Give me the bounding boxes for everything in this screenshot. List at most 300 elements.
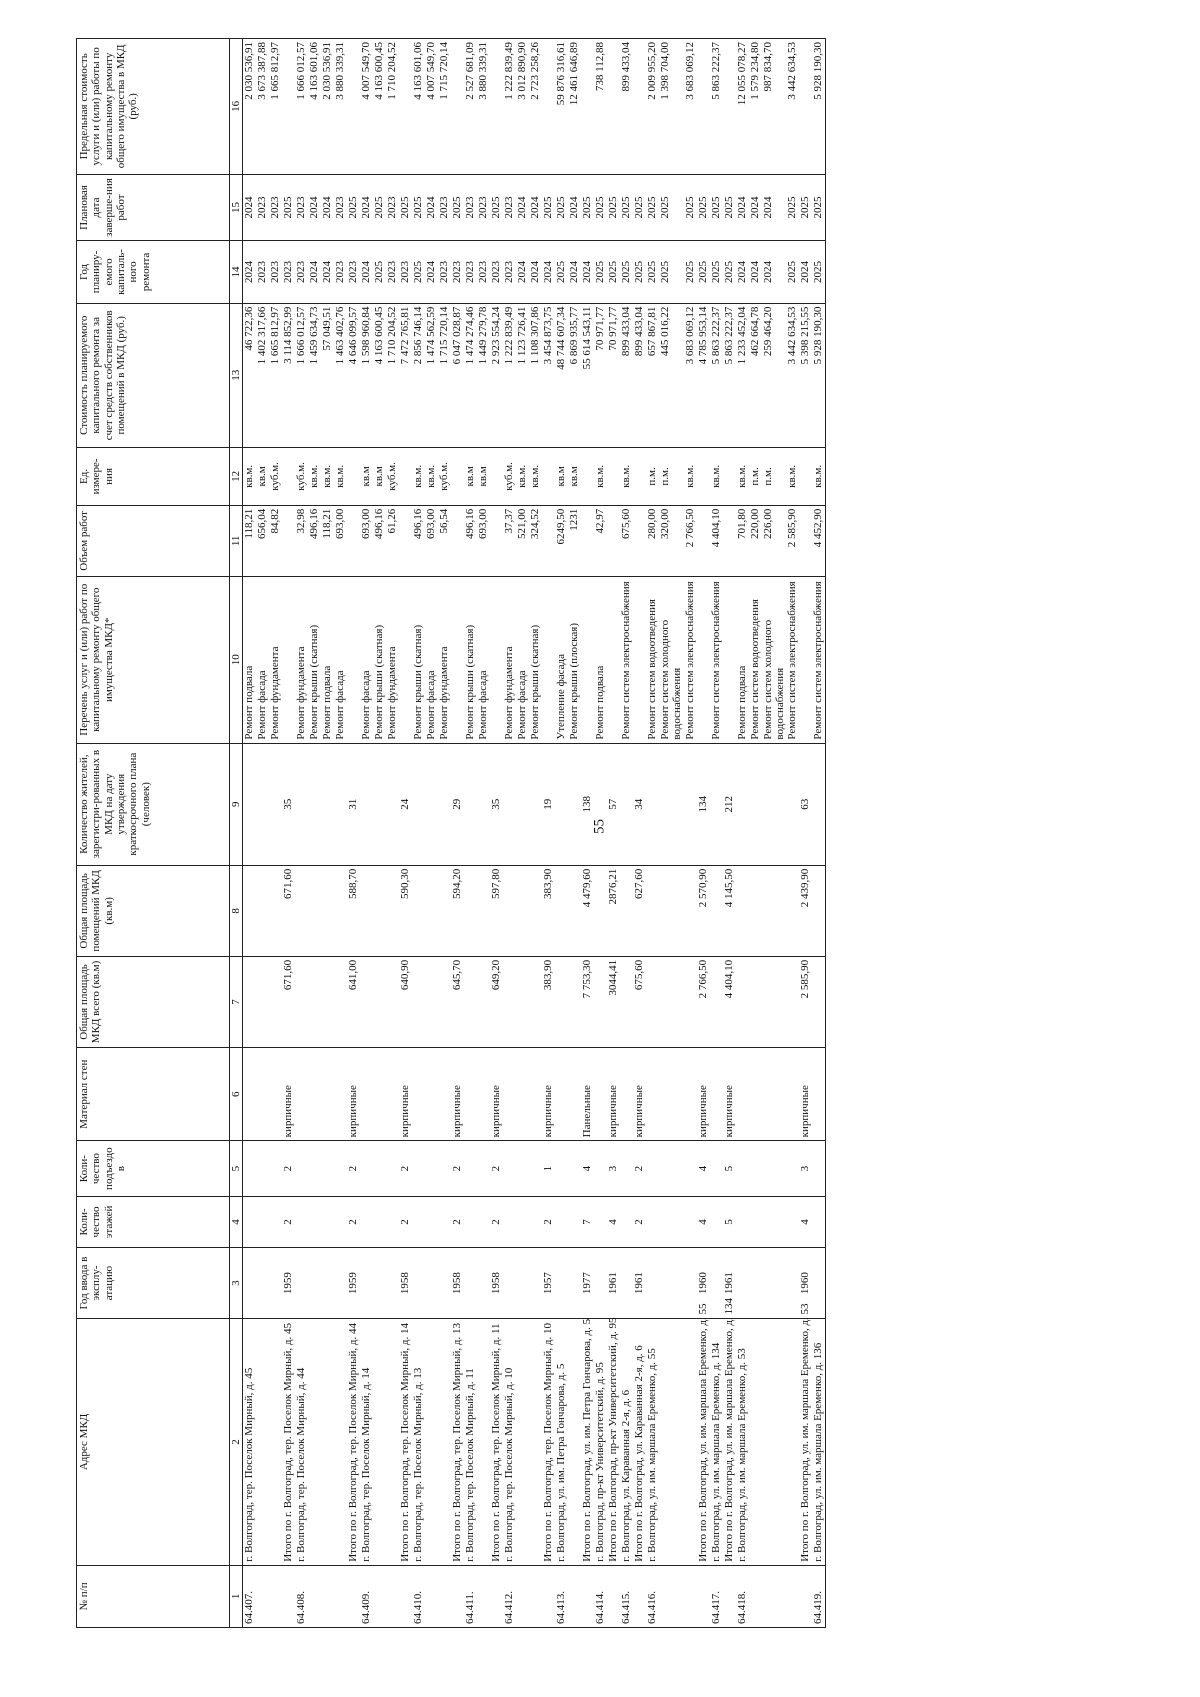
- table-cell: 2: [490, 1196, 503, 1247]
- table-cell: кв.м: [373, 448, 386, 506]
- table-cell: [710, 1141, 723, 1197]
- table-cell: [412, 1196, 425, 1247]
- column-number: 2: [230, 1319, 243, 1566]
- table-cell: [425, 1141, 438, 1197]
- table-cell: [282, 1565, 295, 1627]
- table-cell: [386, 956, 399, 1047]
- table-cell: 24: [399, 743, 412, 865]
- table-cell: 1 474 562,59: [425, 303, 438, 447]
- table-cell: 1 710 204,52: [386, 303, 399, 447]
- table-row: [451, 39, 464, 1628]
- table-cell: [684, 1196, 697, 1247]
- table-cell: 1961: [633, 1248, 646, 1319]
- table-cell: [334, 1248, 347, 1319]
- table-cell: [799, 448, 812, 506]
- table-cell: 2025: [659, 241, 684, 303]
- table-cell: [503, 1048, 516, 1141]
- table-cell: [243, 1248, 257, 1319]
- table-cell: 2023: [464, 174, 477, 241]
- table-cell: г. Волгоград, ул. Караванная 2-я, д. 6: [620, 1319, 633, 1566]
- table-cell: кирпичные: [542, 1048, 555, 1141]
- table-cell: Итого по г. Волгоград, тер. Поселок Мирный, д. 14: [399, 1319, 412, 1566]
- table-cell: 12 461 646,89: [568, 39, 581, 175]
- table-cell: [786, 1196, 799, 1247]
- table-cell: [568, 956, 581, 1047]
- table-cell: [555, 1196, 568, 1247]
- table-cell: [659, 1565, 684, 1627]
- table-cell: [269, 956, 282, 1047]
- table-body: [243, 39, 826, 1628]
- table-cell: кв.м: [360, 448, 373, 506]
- table-cell: [723, 505, 736, 576]
- table-row: [736, 39, 749, 1628]
- table-cell: кв.м.: [710, 448, 723, 506]
- table-cell: 2024: [581, 241, 594, 303]
- table-cell: 2024: [321, 241, 334, 303]
- table-cell: 57 049,51: [321, 303, 334, 447]
- table-cell: [684, 1248, 697, 1319]
- table-cell: 64.408.: [295, 1565, 308, 1627]
- table-row: [786, 39, 799, 1628]
- table-cell: [321, 1196, 334, 1247]
- table-cell: [516, 1141, 529, 1197]
- table-cell: 627,60: [633, 865, 646, 956]
- table-cell: г. Волгоград, пр-кт Университетский, д. 95: [594, 1319, 607, 1566]
- table-cell: [762, 743, 787, 865]
- table-cell: 4 007 549,70: [425, 39, 438, 175]
- table-cell: 1 402 317,66: [256, 303, 269, 447]
- table-cell: [295, 1248, 308, 1319]
- table-cell: 34: [633, 743, 646, 865]
- table-cell: [646, 865, 659, 956]
- table-cell: кирпичные: [799, 1048, 812, 1141]
- table-cell: 1 666 012,57: [295, 39, 308, 175]
- table-cell: 2 030 536,91: [243, 39, 257, 175]
- table-cell: [786, 1565, 799, 1627]
- table-cell: 2024: [516, 241, 529, 303]
- table-cell: [373, 1141, 386, 1197]
- table-row: [749, 39, 762, 1628]
- table-cell: 2023: [477, 241, 490, 303]
- table-cell: Ремонт фасада: [516, 576, 529, 743]
- table-cell: 1 474 274,46: [464, 303, 477, 447]
- table-cell: [799, 576, 812, 743]
- table-cell: кв.м: [464, 448, 477, 506]
- table-row: [295, 39, 308, 1628]
- table-cell: 671,60: [282, 865, 295, 956]
- table-cell: [684, 1565, 697, 1627]
- table-cell: 641,00: [347, 956, 360, 1047]
- table-cell: [490, 448, 503, 506]
- table-cell: [412, 1048, 425, 1141]
- table-cell: 55 614 543,11: [581, 303, 594, 447]
- table-cell: 5 863 222,37: [723, 303, 736, 447]
- table-cell: [516, 1565, 529, 1627]
- table-cell: [412, 1141, 425, 1197]
- table-cell: 2 723 258,26: [529, 39, 542, 175]
- table-cell: [373, 1319, 386, 1566]
- table-cell: [799, 1565, 812, 1627]
- table-cell: 5 863 222,37: [710, 39, 723, 175]
- table-cell: 2023: [399, 241, 412, 303]
- table-cell: 2024: [360, 241, 373, 303]
- table-cell: 2 766,50: [684, 505, 697, 576]
- table-cell: [464, 1048, 477, 1141]
- table-cell: [812, 1141, 826, 1197]
- table-cell: [633, 576, 646, 743]
- table-cell: Итого по г. Волгоград, тер. Поселок Мирный, д. 44: [347, 1319, 360, 1566]
- table-cell: [425, 1048, 438, 1141]
- table-row: [697, 39, 710, 1628]
- table-cell: 2023: [334, 174, 347, 241]
- table-cell: [321, 1565, 334, 1627]
- table-cell: 2: [347, 1196, 360, 1247]
- table-cell: [308, 743, 321, 865]
- table-cell: [555, 1248, 568, 1319]
- table-cell: [451, 39, 464, 175]
- table-cell: [503, 743, 516, 865]
- table-cell: 1960: [697, 1248, 710, 1319]
- table-row: [723, 39, 736, 1628]
- table-cell: 521,00: [516, 505, 529, 576]
- table-cell: [412, 743, 425, 865]
- table-cell: [295, 1196, 308, 1247]
- table-cell: Ремонт крыши (скатная): [412, 576, 425, 743]
- table-cell: [697, 448, 710, 506]
- table-cell: 2 439,90: [799, 865, 812, 956]
- table-cell: Ремонт фасада: [256, 576, 269, 743]
- table-cell: [659, 865, 684, 956]
- table-cell: Ремонт подвала: [321, 576, 334, 743]
- table-cell: 2025: [812, 241, 826, 303]
- table-row: [799, 39, 812, 1628]
- table-cell: кирпичные: [451, 1048, 464, 1141]
- table-cell: 2023: [438, 241, 451, 303]
- table-cell: [256, 743, 269, 865]
- table-cell: Итого по г. Волгоград, тер. Поселок Мирный, д. 11: [490, 1319, 503, 1566]
- table-cell: [386, 1141, 399, 1197]
- table-cell: 383,90: [542, 865, 555, 956]
- table-cell: 84,82: [269, 505, 282, 576]
- column-header: Коли-чество этажей: [77, 1196, 230, 1247]
- table-cell: [308, 1319, 321, 1566]
- table-cell: 1 222 839,49: [503, 303, 516, 447]
- table-cell: 2023: [282, 241, 295, 303]
- table-cell: [386, 1048, 399, 1141]
- table-cell: 2025: [412, 174, 425, 241]
- table-cell: [620, 743, 633, 865]
- table-cell: 2025: [607, 174, 620, 241]
- table-cell: [812, 956, 826, 1047]
- table-cell: [438, 1565, 451, 1627]
- table-cell: 3 442 634,53: [786, 39, 799, 175]
- table-cell: 4: [697, 1141, 710, 1197]
- table-cell: 2024: [308, 174, 321, 241]
- table-cell: кирпичные: [723, 1048, 736, 1141]
- table-cell: куб.м.: [269, 448, 282, 506]
- column-header: Стоимость планируемого капитального ремонта за счет средств собственников помещений в МКД (руб.): [77, 303, 230, 447]
- table-cell: [659, 1319, 684, 1566]
- table-cell: 1977: [581, 1248, 594, 1319]
- table-cell: 220,00: [749, 505, 762, 576]
- table-cell: [697, 505, 710, 576]
- column-header: № п/п: [77, 1565, 230, 1627]
- table-cell: [786, 1319, 799, 1566]
- table-cell: [269, 1248, 282, 1319]
- table-cell: [736, 865, 749, 956]
- table-cell: 2024: [568, 174, 581, 241]
- column-number: 14: [230, 241, 243, 303]
- table-cell: [736, 1048, 749, 1141]
- table-cell: [646, 956, 659, 1047]
- table-cell: 2023: [269, 174, 282, 241]
- table-cell: г. Волгоград, ул. им. маршала Еременко, д. 136: [812, 1319, 826, 1566]
- table-cell: 2 030 536,91: [321, 39, 334, 175]
- table-cell: 1 222 839,49: [503, 39, 516, 175]
- table-cell: 4: [799, 1196, 812, 1247]
- table-cell: 5: [723, 1196, 736, 1247]
- table-cell: [477, 865, 490, 956]
- table-cell: [749, 1565, 762, 1627]
- column-header: Год ввода в эксплу-атацию: [77, 1248, 230, 1319]
- column-number: 5: [230, 1141, 243, 1197]
- table-cell: [399, 505, 412, 576]
- table-cell: [568, 1196, 581, 1247]
- table-cell: 693,00: [477, 505, 490, 576]
- table-cell: [516, 1248, 529, 1319]
- table-cell: Итого по г. Волгоград, тер. Поселок Мирный, д. 10: [542, 1319, 555, 1566]
- table-cell: 2025: [684, 241, 697, 303]
- table-cell: Ремонт систем электроснабжения: [710, 576, 723, 743]
- table-cell: [373, 1048, 386, 1141]
- table-cell: [347, 1565, 360, 1627]
- table-cell: 1: [542, 1141, 555, 1197]
- table-cell: Панельные: [581, 1048, 594, 1141]
- table-cell: [373, 1248, 386, 1319]
- table-cell: г. Волгоград, ул. им. маршала Еременко, д. 134: [710, 1319, 723, 1566]
- table-cell: 701,80: [736, 505, 749, 576]
- table-cell: 2023: [438, 174, 451, 241]
- table-cell: [762, 1565, 787, 1627]
- table-cell: 1960: [799, 1248, 812, 1319]
- table-cell: [723, 448, 736, 506]
- table-cell: кв.м.: [412, 448, 425, 506]
- table-cell: [749, 1319, 762, 1566]
- table-cell: 64.410.: [412, 1565, 425, 1627]
- table-cell: 138: [581, 743, 594, 865]
- table-cell: [321, 1319, 334, 1566]
- table-cell: [799, 39, 812, 175]
- table-cell: [607, 1565, 620, 1627]
- table-cell: 6 869 935,77: [568, 303, 581, 447]
- table-row: [710, 39, 723, 1628]
- table-cell: Ремонт фасада: [360, 576, 373, 743]
- column-header: Общая площадь помещений МКД (кв.м): [77, 865, 230, 956]
- table-cell: 693,00: [334, 505, 347, 576]
- table-cell: [607, 448, 620, 506]
- table-row: [594, 39, 607, 1628]
- table-cell: [659, 1048, 684, 1141]
- table-row: [516, 39, 529, 1628]
- table-cell: [710, 743, 723, 865]
- table-cell: 2025: [555, 241, 568, 303]
- table-cell: [762, 1248, 787, 1319]
- table-cell: [646, 1141, 659, 1197]
- column-header: Объем работ: [77, 505, 230, 576]
- table-row: [684, 39, 697, 1628]
- table-cell: [295, 865, 308, 956]
- table-cell: кв.м.: [684, 448, 697, 506]
- table-cell: [282, 39, 295, 175]
- table-cell: [659, 956, 684, 1047]
- table-cell: 2: [282, 1196, 295, 1247]
- table-cell: [646, 1248, 659, 1319]
- table-cell: 5 398 215,55: [799, 303, 812, 447]
- table-cell: 2025: [607, 241, 620, 303]
- table-cell: [308, 1565, 321, 1627]
- table-cell: 2025: [282, 174, 295, 241]
- table-cell: [786, 865, 799, 956]
- column-number: 8: [230, 865, 243, 956]
- table-cell: [749, 1048, 762, 1141]
- table-cell: [295, 743, 308, 865]
- table-cell: 2023: [503, 174, 516, 241]
- table-cell: [321, 956, 334, 1047]
- table-cell: Ремонт фундамента: [269, 576, 282, 743]
- table-cell: [477, 1319, 490, 1566]
- table-cell: 462 664,78: [749, 303, 762, 447]
- table-row: [386, 39, 399, 1628]
- table-cell: [710, 1196, 723, 1247]
- table-cell: 2 856 746,14: [412, 303, 425, 447]
- table-cell: [425, 743, 438, 865]
- table-cell: Ремонт систем электроснабжения: [786, 576, 799, 743]
- table-cell: [684, 1141, 697, 1197]
- table-cell: 2: [490, 1141, 503, 1197]
- table-cell: [529, 956, 542, 1047]
- table-cell: [477, 1565, 490, 1627]
- table-cell: [503, 1196, 516, 1247]
- table-cell: 2024: [425, 174, 438, 241]
- table-cell: [503, 1248, 516, 1319]
- table-cell: [594, 1141, 607, 1197]
- table-cell: 2025: [723, 174, 736, 241]
- table-cell: 64.412.: [503, 1565, 516, 1627]
- table-cell: кв.м.: [736, 448, 749, 506]
- table-cell: 2876,21: [607, 865, 620, 956]
- table-cell: 2025: [594, 241, 607, 303]
- table-cell: кирпичные: [633, 1048, 646, 1141]
- table-cell: 4 163 601,06: [412, 39, 425, 175]
- table-cell: 2024: [425, 241, 438, 303]
- table-cell: 64.413.: [555, 1565, 568, 1627]
- table-cell: 4 163 600,45: [373, 303, 386, 447]
- table-cell: [812, 1048, 826, 1141]
- table-row: [256, 39, 269, 1628]
- table-cell: 64.419.: [812, 1565, 826, 1627]
- table-cell: Ремонт систем электроснабжения: [684, 576, 697, 743]
- table-cell: [269, 743, 282, 865]
- table-cell: 1 665 812,97: [269, 39, 282, 175]
- capital-repair-table: [76, 38, 826, 1628]
- table-cell: 899 433,04: [633, 303, 646, 447]
- table-cell: Итого по г. Волгоград, ул. им. маршала Еременко, д. 55: [697, 1319, 710, 1566]
- table-cell: [373, 743, 386, 865]
- table-cell: [373, 1196, 386, 1247]
- table-cell: 588,70: [347, 865, 360, 956]
- table-cell: [762, 1196, 787, 1247]
- table-cell: 2 570,90: [697, 865, 710, 956]
- table-cell: 4 479,60: [581, 865, 594, 956]
- table-row: [360, 39, 373, 1628]
- table-cell: 2024: [568, 241, 581, 303]
- table-cell: [684, 1048, 697, 1141]
- table-cell: 2: [399, 1196, 412, 1247]
- table-cell: 640,90: [399, 956, 412, 1047]
- table-cell: Ремонт фундамента: [438, 576, 451, 743]
- table-cell: 1 710 204,52: [386, 39, 399, 175]
- table-row: [568, 39, 581, 1628]
- table-cell: кирпичные: [347, 1048, 360, 1141]
- table-cell: [633, 1565, 646, 1627]
- table-cell: [503, 956, 516, 1047]
- table-row: [646, 39, 659, 1628]
- table-cell: 899 433,04: [620, 303, 633, 447]
- table-cell: 3044,41: [607, 956, 620, 1047]
- table-cell: [373, 1565, 386, 1627]
- table-cell: 1 715 720,14: [438, 303, 451, 447]
- table-cell: [490, 1565, 503, 1627]
- table-cell: [269, 1048, 282, 1141]
- table-row: [334, 39, 347, 1628]
- table-cell: [425, 865, 438, 956]
- table-row: [762, 39, 787, 1628]
- table-cell: [684, 865, 697, 956]
- table-cell: 226,00: [762, 505, 787, 576]
- table-cell: [620, 1248, 633, 1319]
- table-cell: Ремонт фундамента: [503, 576, 516, 743]
- table-cell: 3 442 634,53: [786, 303, 799, 447]
- table-cell: [347, 448, 360, 506]
- table-cell: 134: [697, 743, 710, 865]
- table-cell: кв.м.: [321, 448, 334, 506]
- table-cell: 4 785 953,14: [697, 303, 710, 447]
- table-cell: 656,04: [256, 505, 269, 576]
- table-cell: [477, 1141, 490, 1197]
- table-cell: кирпичные: [282, 1048, 295, 1141]
- table-cell: 259 464,20: [762, 303, 787, 447]
- table-cell: [568, 1248, 581, 1319]
- column-header: Адрес МКД: [77, 1319, 230, 1566]
- table-row: [490, 39, 503, 1628]
- table-cell: [529, 1196, 542, 1247]
- table-cell: 657 867,81: [646, 303, 659, 447]
- table-cell: 70 971,77: [607, 303, 620, 447]
- table-cell: 2025: [799, 174, 812, 241]
- table-row: [581, 39, 594, 1628]
- table-cell: [568, 743, 581, 865]
- table-cell: п.м.: [646, 448, 659, 506]
- table-cell: Ремонт фасада: [477, 576, 490, 743]
- table-cell: [581, 448, 594, 506]
- table-cell: 2024: [243, 174, 257, 241]
- table-cell: 675,60: [620, 505, 633, 576]
- table-cell: [321, 1248, 334, 1319]
- table-cell: [594, 1248, 607, 1319]
- table-cell: 64.416.: [646, 1565, 659, 1627]
- table-cell: 594,20: [451, 865, 464, 956]
- table-cell: [542, 39, 555, 175]
